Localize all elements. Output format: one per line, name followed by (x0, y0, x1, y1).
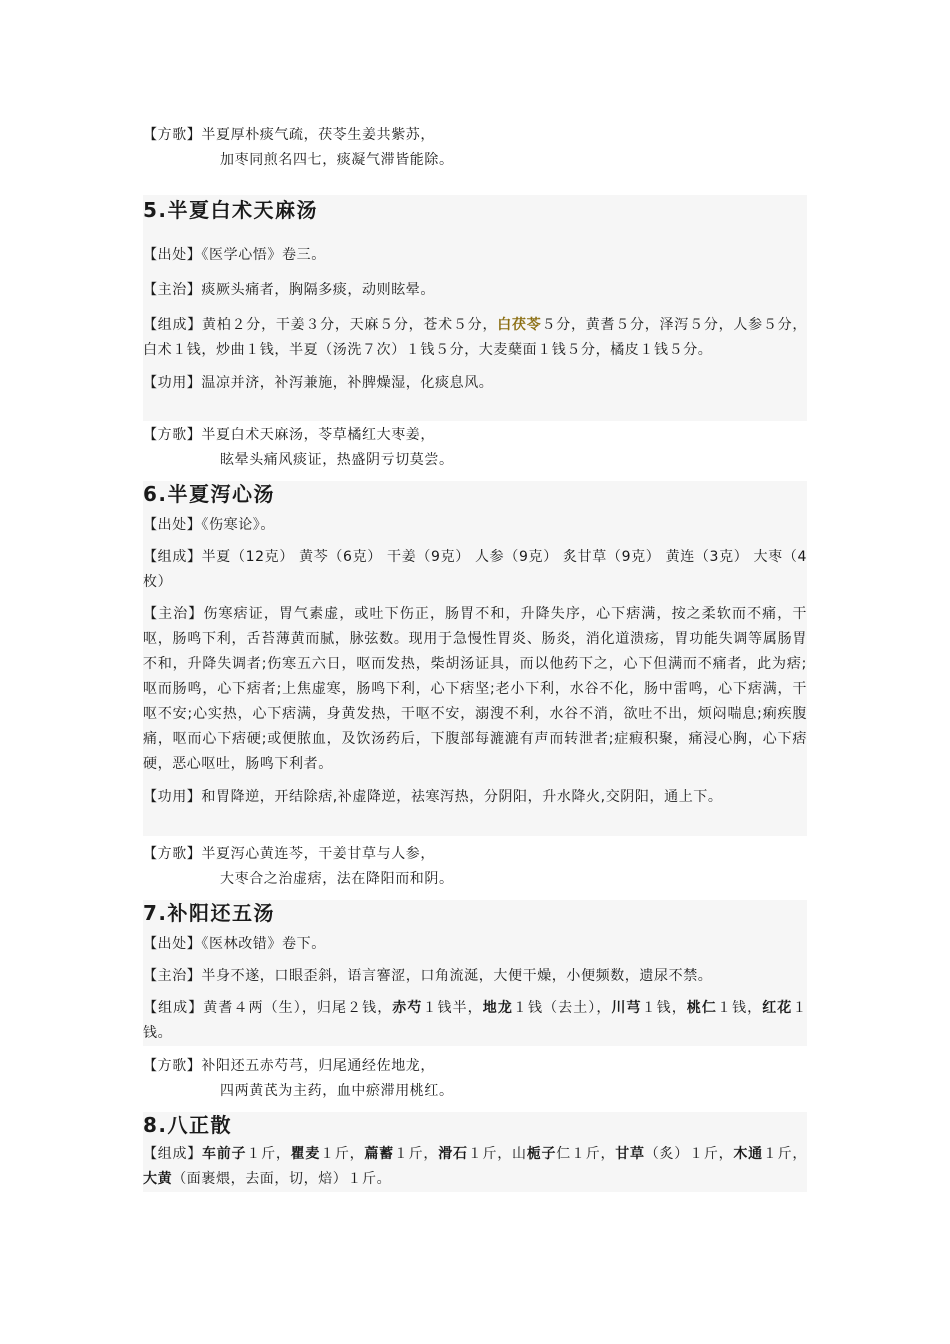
section-7-title: 7.补阳还五汤 (143, 901, 276, 925)
herb-dose: １斤， (762, 1146, 807, 1162)
section-5-gongyong: 【功用】温凉并济，补泻兼施，补脾燥湿，化痰息风。 (143, 375, 494, 391)
herb-name: 木通 (733, 1146, 763, 1162)
section-8-zucheng (143, 1142, 807, 1192)
zucheng-highlight: 白茯苓 (497, 317, 542, 333)
section-7-fangge-block (143, 1054, 807, 1104)
herb-dose: （炙）１斤， (644, 1146, 734, 1162)
fangge-line-1: 【方歌】补阳还五赤芍芎，归尾通经佐地龙， (143, 1058, 435, 1074)
herb-dose: １斤， (246, 1146, 291, 1162)
herb-name: 川芎 (611, 1000, 642, 1016)
fangge-line-1: 【方歌】半夏白术天麻汤，苓草橘红大枣姜， (143, 427, 435, 443)
zucheng-text-b: ５分，黄耆５分，泽泻５分，人参５分，白术１钱，炒曲１钱，半夏（汤洗７次）１钱５分，大麦蘖面１钱５分，橘皮１钱５分。 (143, 317, 807, 358)
herb-name: 车前子 (202, 1146, 247, 1162)
section-6-block (143, 481, 807, 836)
fangge-line-1: 【方歌】半夏泻心黄连芩，干姜甘草与人参， (143, 846, 435, 862)
section-6-zucheng: 【组成】半夏（12克） 黄芩（6克） 干姜（9克） 人参（9克） 炙甘草（9克） 黄连（3克） 大枣（4枚） (143, 549, 807, 590)
herb-name: 滑石 (438, 1146, 468, 1162)
section-6-title: 6.半夏泻心汤 (143, 482, 276, 506)
herb-name: 甘草 (615, 1146, 645, 1162)
section-7-zucheng (143, 996, 807, 1046)
herb-name: 大黄 (143, 1171, 173, 1187)
section-5-fangge-block (143, 423, 807, 473)
fangge-line-2: 加枣同煎名四七，痰凝气滞皆能除。 (220, 152, 454, 168)
section-6-gongyong: 【功用】和胃降逆，开结除痞,补虚降逆，祛寒泻热，分阴阳，升水降火,交阴阳，通上下。 (143, 789, 723, 805)
section-5-zucheng (143, 313, 807, 363)
section-7-chuchu: 【出处】《医林改错》卷下。 (143, 936, 326, 952)
herb-dose: １钱， (717, 1000, 763, 1016)
herb-name: 瞿麦 (290, 1146, 321, 1162)
herb-dose: １钱半， (422, 1000, 483, 1016)
section-8-block (143, 1112, 807, 1192)
section-7-block (143, 900, 807, 1046)
herb-name: 栀子 (526, 1146, 557, 1162)
section-6-zhuzhi: 【主治】伤寒痞证，胃气素虚，或吐下伤正，肠胃不和，升降失序，心下痞满，按之柔软而不痛，干呕，肠鸣下利，舌苔薄黄而腻，脉弦数。现用于急慢性胃炎、肠炎，消化道溃疡，胃功能失调等属肠胃不和，升降失调者;伤寒五六日，呕而发热，柴胡汤证具，而以他药下之，心下但满而不痛者，此为痞;呕而肠鸣，心下痞者;上焦虚寒，肠鸣下利，心下痞坚;老小下利，水谷不化，肠中雷鸣，心下痞满，干呕不安;心实热，心下痞满，身黄发热，干呕不安，溺溲不利，水谷不消，欲吐不出，烦闷喘息;痢疾腹痛，呕而心下痞硬;或便脓血，及饮汤药后，下腹部每漉漉有声而转泄者;症瘕积聚，痛浸心胸，心下痞硬，恶心呕吐，肠鸣下利者。 (143, 606, 807, 772)
herb-dose: 【组成】黄耆４两（生），归尾２钱， (143, 1000, 393, 1016)
section-5-title: 5.半夏白术天麻汤 (143, 198, 319, 222)
herb-dose: １钱。 (143, 1000, 807, 1041)
herb-dose: １钱（去土）， (512, 1000, 612, 1016)
section-5-zhuzhi: 【主治】痰厥头痛者，胸隔多痰，动则眩晕。 (143, 282, 435, 298)
herb-dose: （面裹煨，去面，切，焙）１斤。 (172, 1171, 392, 1187)
fangge-line-2: 眩晕头痛风痰证，热盛阴亏切莫尝。 (220, 452, 454, 468)
herb-dose: １斤，山 (467, 1146, 527, 1162)
section-6-chuchu: 【出处】《伤寒论》。 (143, 517, 275, 533)
section-8-title: 8.八正散 (143, 1113, 233, 1137)
section-6-fangge-block (143, 842, 807, 892)
fangge-line-2: 大枣合之治虚痞，法在降阳而和阴。 (220, 871, 454, 887)
section-7-zhuzhi: 【主治】半身不遂，口眼歪斜，语言謇涩，口角流涎，大便干燥，小便频数，遗尿不禁。 (143, 968, 713, 984)
herb-dose: 仁１斤， (556, 1146, 616, 1162)
herb-dose: １斤， (320, 1146, 365, 1162)
herb-name: 萹蓄 (364, 1146, 394, 1162)
herb-dose: 【组成】 (143, 1146, 203, 1162)
herb-dose: １斤， (393, 1146, 439, 1162)
herb-name: 桃仁 (686, 1000, 717, 1016)
herb-dose: １钱， (641, 1000, 687, 1016)
section-5-chuchu: 【出处】《医学心悟》卷三。 (143, 247, 326, 263)
fangge-line-2: 四两黄芪为主药，血中瘀滞用桃红。 (220, 1083, 454, 1099)
fangge-line-1: 【方歌】半夏厚朴痰气疏，茯苓生姜共紫苏， (143, 127, 435, 143)
prev-fangge-block (143, 123, 807, 173)
zucheng-text-a: 【组成】黄柏２分，干姜３分，天麻５分，苍术５分， (143, 317, 498, 333)
section-5-block (143, 195, 807, 421)
herb-name: 赤芍 (392, 1000, 423, 1016)
herb-name: 红花 (762, 1000, 793, 1016)
herb-name: 地龙 (482, 1000, 513, 1016)
